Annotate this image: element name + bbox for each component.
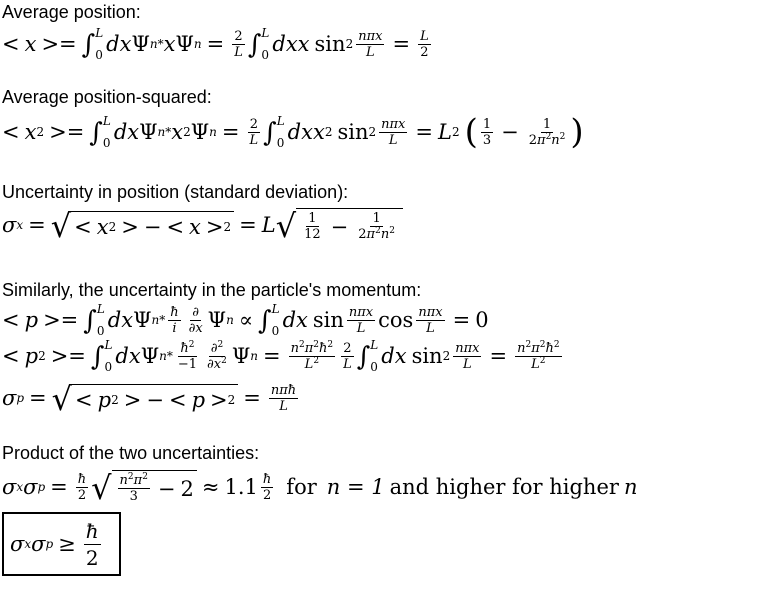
equation-uncertainty-position: σ x = √ < x 2 > − < x > 2 = L √ $\frac{1}{12}$ − $\frac{1}{2\pi^2n^2}$ (2, 205, 403, 245)
heading-uncertainty-position: Uncertainty in position (standard deviation): (2, 182, 349, 202)
boxed-uncertainty-principle: σ x σ p ≥ $\frac{ħ}{2}$ (2, 512, 121, 576)
heading-product: Product of the two uncertainties: (2, 443, 260, 463)
n-condition: n = 1 (326, 475, 385, 499)
equation-average-momentum: < p >= ∫ L 0 dx Ψ n * $\frac{ħ}{i}$ $\frac{\partial}{\partial x}$ Ψ n ∝ ∫ L 0 dx sin $\frac{\text{nπx}}{L}$ cos $\frac{\text{nπx}}{L}$ = 0 (2, 302, 489, 338)
equation-average-momentum-squared: < p 2 >= ∫ L 0 dx Ψ n * $\frac{ħ^2}{-1}$ $\frac{\partial^2}{\partial x^2}$ Ψ n = $\frac{n^2\pi^2ħ^2}{L^2}$ $\frac{2}{L}$ ∫ L 0 dx sin 2 $\frac{\text{nπx}}{L}$ = $\frac{n^2\pi^2ħ^2}{L^2}$ (2, 338, 560, 374)
heading-average-position: Average position: (2, 2, 141, 22)
equation-uncertainty-momentum: σ p = √ < p 2 > − < p > 2 = $\frac{\text{nπħ}}{L}$ (2, 380, 297, 418)
higher-text: and higher for higher (389, 475, 619, 499)
equation-average-position: < x >= ∫ L 0 dx Ψ n * x Ψ n = $\frac{2}{L}$ ∫ L 0 dxx sin 2 $\frac{\text{nπx}}{L}$ = $\frac{L}{2}$ (2, 26, 429, 62)
equation-uncertainty-product: σ x σ p = $\frac{ħ}{2}$ √ $\frac{n^2\pi^2}{3}$ − 2 ≈ 1.1 $\frac{ħ}{2}$ for n = 1 and higher for higher n (2, 469, 638, 507)
equation-average-position-squared: < x 2 >= ∫ L 0 dx Ψ n * x 2 Ψ n = $\frac{2}{L}$ ∫ L 0 dxx 2 sin 2 $\frac{\text{nπx}}{L}$ = L 2 ( $\frac{1}{3}$ − $\frac{1}{2\pi^2n^2}$ ) (2, 112, 584, 152)
heading-momentum: Similarly, the uncertainty in the particle's momentum: (2, 280, 422, 300)
approx-value: 1.1 (224, 475, 258, 499)
for-text: for (286, 475, 317, 499)
heading-average-position-squared: Average position-squared: (2, 87, 212, 107)
